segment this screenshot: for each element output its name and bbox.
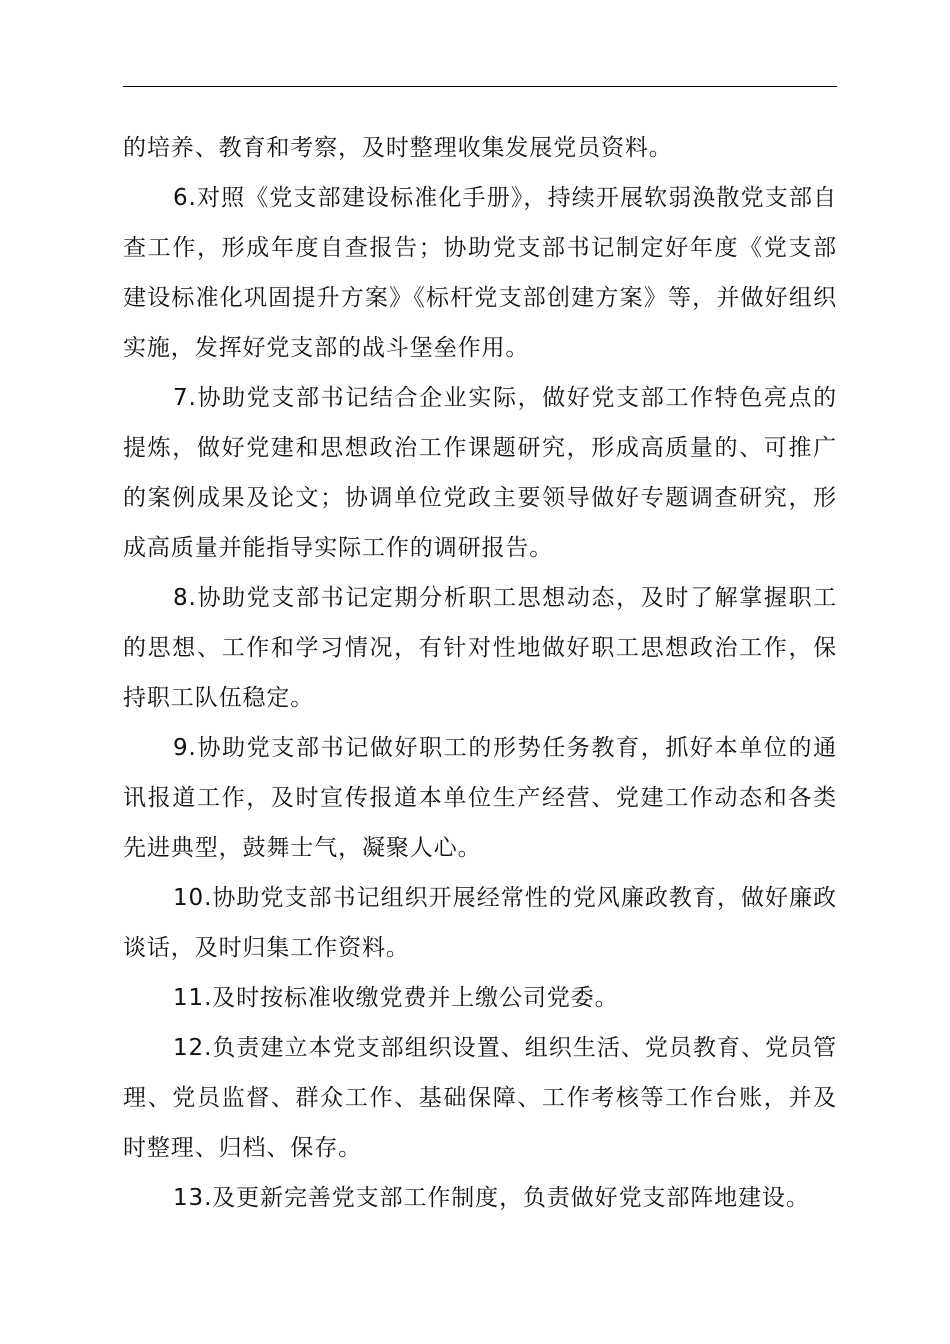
paragraph-item-9: 9.协助党支部书记做好职工的形势任务教育，抓好本单位的通讯报道工作，及时宣传报道本单位生产经营、党建工作动态和各类先进典型，鼓舞士气，凝聚人心。 [123, 735, 837, 861]
document-body [123, 123, 837, 1223]
paragraph-item-11: 11.及时按标准收缴党费并上缴公司党委。 [173, 985, 619, 1011]
paragraph-item-10: 10.协助党支部书记组织开展经常性的党风廉政教育，做好廉政谈话，及时归集工作资料。 [123, 885, 837, 961]
paragraph-continuation: 的培养、教育和考察，及时整理收集发展党员资料。 [123, 135, 673, 161]
paragraph-item-8: 8.协助党支部书记定期分析职工思想动态，及时了解掌握职工的思想、工作和学习情况，有针对性地做好职工思想政治工作，保持职工队伍稳定。 [123, 585, 837, 711]
header-rule [123, 86, 837, 87]
paragraph-item-13: 13.及更新完善党支部工作制度，负责做好党支部阵地建设。 [173, 1185, 810, 1211]
paragraph-item-7: 7.协助党支部书记结合企业实际，做好党支部工作特色亮点的提炼，做好党建和思想政治工作课题研究，形成高质量的、可推广的案例成果及论文；协调单位党政主要领导做好专题调查研究，形成高质量并能指导实际工作的调研报告。 [123, 385, 837, 561]
paragraph-item-6: 6.对照《党支部建设标准化手册》，持续开展软弱涣散党支部自查工作，形成年度自查报告；协助党支部书记制定好年度《党支部建设标准化巩固提升方案》《标杆党支部创建方案》等，并做好组织实施，发挥好党支部的战斗堡垒作用。 [123, 185, 837, 361]
paragraph-item-12: 12.负责建立本党支部组织设置、组织生活、党员教育、党员管理、党员监督、群众工作、基础保障、工作考核等工作台账，并及时整理、归档、保存。 [123, 1035, 837, 1161]
